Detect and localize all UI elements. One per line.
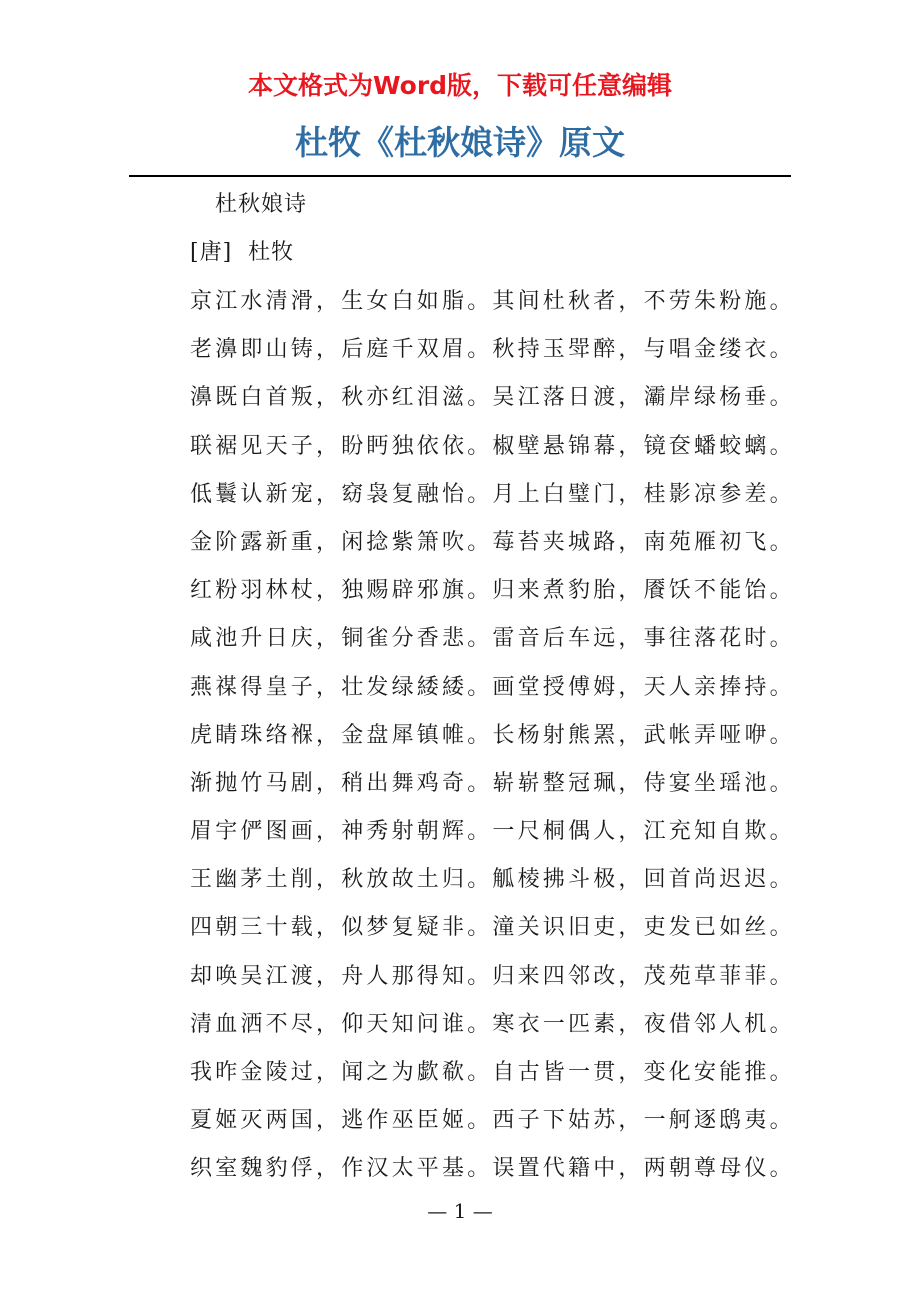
poem-line: 燕禖得皇子，壮发绿緌緌。画堂授傅姆，天人亲捧持。 [190, 674, 795, 700]
poem-line: 清血洒不尽，仰天知问谁。寒衣一匹素，夜借邻人机。 [190, 1011, 795, 1037]
poem-line: 低鬟认新宠，窈袅复融怡。月上白璧门，桂影凉参差。 [190, 481, 795, 507]
poem-line: 红粉羽林杖，独赐辟邪旗。归来煮豹胎，餍饫不能饴。 [190, 578, 795, 604]
poem-line: 织室魏豹俘，作汉太平基。误置代籍中，两朝尊母仪。 [190, 1156, 795, 1182]
page-number: — 1 — [427, 1199, 493, 1223]
poem-line: 眉宇俨图画，神秀射朝辉。一尺桐偶人，江充知自欺。 [190, 819, 795, 845]
poem-line: 渐抛竹马剧，稍出舞鸡奇。崭崭整冠珮，侍宴坐瑶池。 [190, 770, 795, 796]
poem-line: 却唤吴江渡，舟人那得知。归来四邻改，茂苑草菲菲。 [190, 963, 795, 989]
poem-line: 咸池升日庆，铜雀分香悲。雷音后车远，事往落花时。 [190, 626, 795, 652]
poem-line: 虎睛珠络褓，金盘犀镇帷。长杨射熊罴，武帐弄哑咿。 [190, 722, 795, 748]
poem-body [190, 281, 810, 1197]
page-title: 杜牧《杜秋娘诗》原文 [295, 123, 625, 162]
poem-line: 王幽茅土削，秋放故土归。觚棱拂斗极，回首尚迟迟。 [190, 867, 795, 893]
poem-line: 夏姬灭两国，逃作巫臣姬。西子下姑苏，一舸逐鸱夷。 [190, 1108, 795, 1134]
poem-line: 我昨金陵过，闻之为歔欷。自古皆一贯，变化安能推。 [190, 1060, 795, 1085]
poem-line: 濞既白首叛，秋亦红泪滋。吴江落日渡，灞岸绿杨垂。 [190, 385, 795, 411]
title-divider [129, 175, 791, 177]
poem-line: 联裾见天子，盼眄独依依。椒壁悬锦幕，镜奁蟠蛟螭。 [190, 433, 795, 459]
editable-format-banner: 本文格式为Word版，下载可任意编辑 [247, 71, 673, 100]
poem-heading: 杜秋娘诗 [215, 192, 308, 217]
poem-line: 四朝三十载，似梦复疑非。潼关识旧吏，吏发已如丝。 [190, 915, 795, 941]
poem-author-line: [唐] 杜牧 [190, 240, 295, 265]
poem-line: 金阶露新重，闲捻紫箫吹。莓苔夹城路，南苑雁初飞。 [190, 529, 795, 555]
poem-line: 老濞即山铸，后庭千双眉。秋持玉斝醉，与唱金缕衣。 [190, 337, 795, 363]
poem-line: 京江水清滑，生女白如脂。其间杜秋者，不劳朱粉施。 [190, 289, 795, 314]
